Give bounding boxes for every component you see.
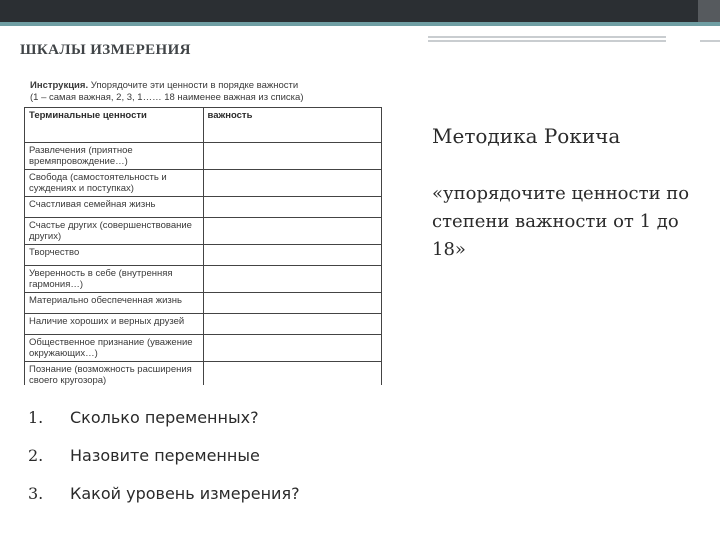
- value-row: Развлечения (приятное времяпровождение…): [25, 143, 204, 170]
- value-row: Наличие хороших и верных друзей: [25, 314, 204, 335]
- values-table: [24, 107, 382, 385]
- banner-stripe: [0, 22, 720, 26]
- slide-title: ШКАЛЫ ИЗМЕРЕНИЯ: [20, 42, 191, 58]
- banner-corner: [698, 0, 720, 22]
- value-row: Счастье других (совершенствование других): [25, 218, 204, 245]
- question-text: Назовите переменные: [70, 446, 260, 465]
- value-row: Материально обеспеченная жизнь: [25, 293, 204, 314]
- top-banner: [0, 0, 720, 22]
- instruction-rest: Упорядочите эти ценности в порядке важности: [88, 80, 299, 91]
- header-values: Терминальные ценности: [25, 108, 204, 143]
- importance-cell[interactable]: [203, 335, 382, 362]
- instruction-line2: (1 – самая важная, 2, 3, 1…… 18 наименее важная из списка): [30, 92, 304, 103]
- importance-cell[interactable]: [203, 293, 382, 314]
- value-row: Свобода (самостоятельность и суждениях и поступках): [25, 170, 204, 197]
- question-text: Какой уровень измерения?: [70, 484, 300, 503]
- instruction-text: [24, 80, 382, 104]
- importance-cell[interactable]: [203, 170, 382, 197]
- method-title: Методика Рокича: [432, 124, 621, 148]
- importance-cell[interactable]: [203, 218, 382, 245]
- value-row: Познание (возможность расширения своего кругозора): [25, 362, 204, 386]
- question-item: [28, 408, 528, 446]
- importance-cell[interactable]: [203, 314, 382, 335]
- instruction-bold: Инструкция.: [30, 80, 89, 91]
- question-number: 2.: [28, 446, 44, 465]
- importance-cell[interactable]: [203, 266, 382, 293]
- value-row: Счастливая семейная жизнь: [25, 197, 204, 218]
- header-importance: важность: [203, 108, 382, 143]
- question-text: Сколько переменных?: [70, 408, 259, 427]
- value-row: Творчество: [25, 245, 204, 266]
- question-item: [28, 484, 528, 522]
- value-row: Общественное признание (уважение окружающих…): [25, 335, 204, 362]
- value-row: Уверенность в себе (внутренняя гармония…): [25, 266, 204, 293]
- accent-line: [428, 36, 666, 38]
- importance-cell[interactable]: [203, 245, 382, 266]
- question-list: [28, 408, 528, 522]
- importance-cell[interactable]: [203, 143, 382, 170]
- accent-line: [700, 40, 720, 42]
- question-number: 1.: [28, 408, 44, 427]
- question-number: 3.: [28, 484, 44, 503]
- question-item: [28, 446, 528, 484]
- importance-cell[interactable]: [203, 362, 382, 386]
- questionnaire-scan: [24, 80, 382, 385]
- method-quote: «упорядочите ценности по степени важности от 1 до 18»: [432, 183, 690, 260]
- accent-line: [428, 40, 666, 42]
- importance-cell[interactable]: [203, 197, 382, 218]
